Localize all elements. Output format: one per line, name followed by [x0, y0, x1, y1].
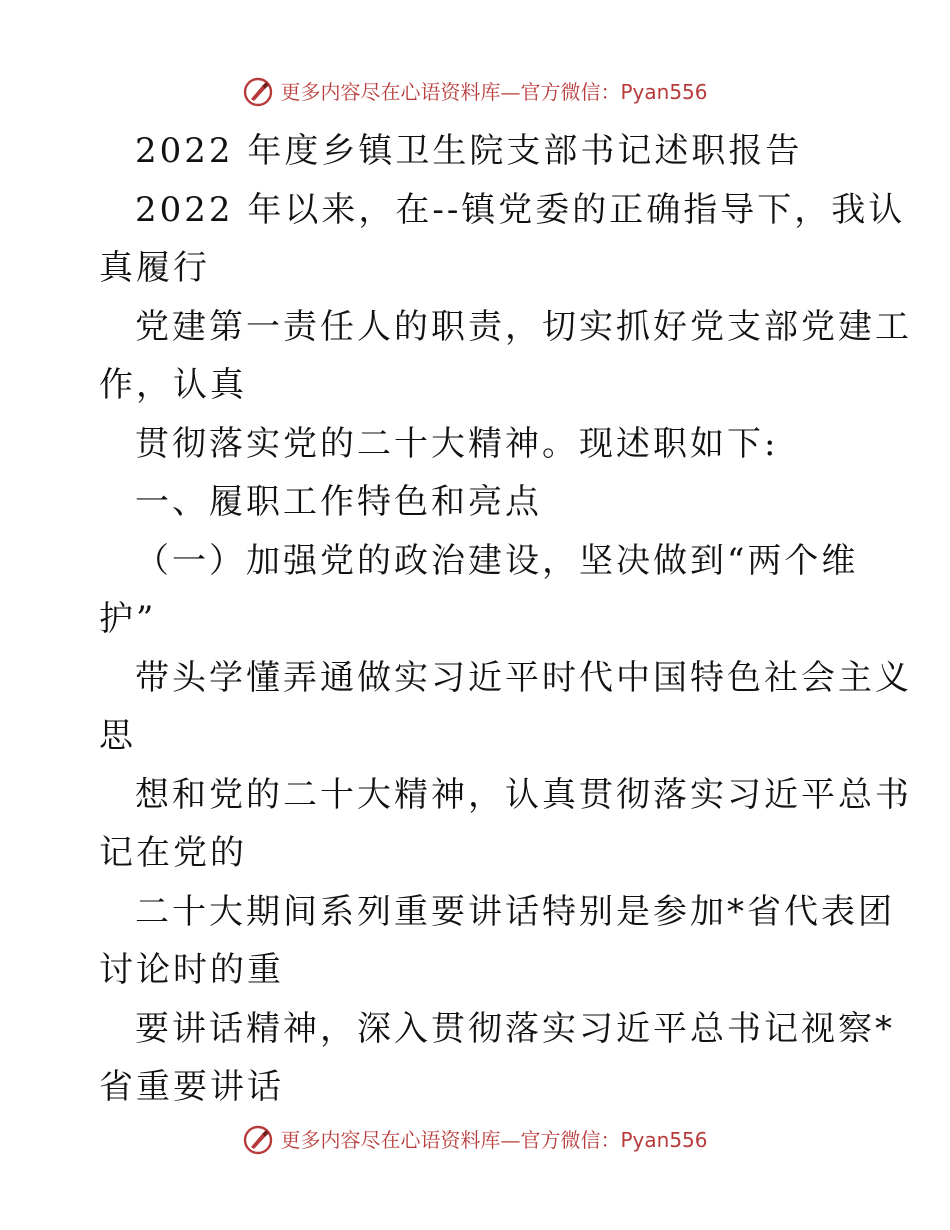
- text-line: 真履行: [99, 248, 210, 288]
- footer-wechat-id: Pyan556: [620, 1128, 708, 1152]
- text-line: 省重要讲话: [99, 1067, 284, 1107]
- pen-seal-logo-icon: [242, 1124, 274, 1156]
- text-line: 作，认真: [99, 365, 247, 405]
- subsection-heading: （一）加强党的政治建设，坚决做到“两个维: [135, 540, 859, 581]
- header-wechat-id: Pyan556: [620, 80, 708, 104]
- header-watermark-banner: [0, 72, 950, 112]
- text-line: 思: [99, 716, 136, 756]
- text-line: 2022 年以来，在--镇党委的正确指导下，我认: [135, 189, 906, 230]
- text-line: 讨论时的重: [99, 950, 284, 990]
- text-line: 二十大期间系列重要讲话特别是参加*省代表团: [135, 891, 895, 932]
- text-line: 党建第一责任人的职责，切实抓好党支部党建工: [135, 306, 912, 347]
- section-heading: 一、履职工作特色和亮点: [135, 482, 542, 522]
- text-line: 护”: [99, 599, 157, 639]
- text-line: 想和党的二十大精神，认真贯彻落实习近平总书: [135, 774, 912, 815]
- document-title: 2022 年度乡镇卫生院支部书记述职报告: [135, 131, 803, 171]
- footer-banner-text: 更多内容尽在心语资料库—官方微信：Pyan556: [280, 1128, 708, 1152]
- text-line: 带头学懂弄通做实习近平时代中国特色社会主义: [135, 657, 912, 698]
- document-body: [99, 122, 912, 1117]
- text-line: 记在党的: [99, 833, 247, 873]
- text-line: 要讲话精神，深入贯彻落实习近平总书记视察*: [135, 1008, 895, 1049]
- text-line: 贯彻落实党的二十大精神。现述职如下:: [135, 423, 779, 464]
- footer-watermark-banner: [0, 1120, 950, 1160]
- pen-seal-logo-icon: [242, 76, 274, 108]
- header-banner-text: 更多内容尽在心语资料库—官方微信：Pyan556: [280, 80, 708, 104]
